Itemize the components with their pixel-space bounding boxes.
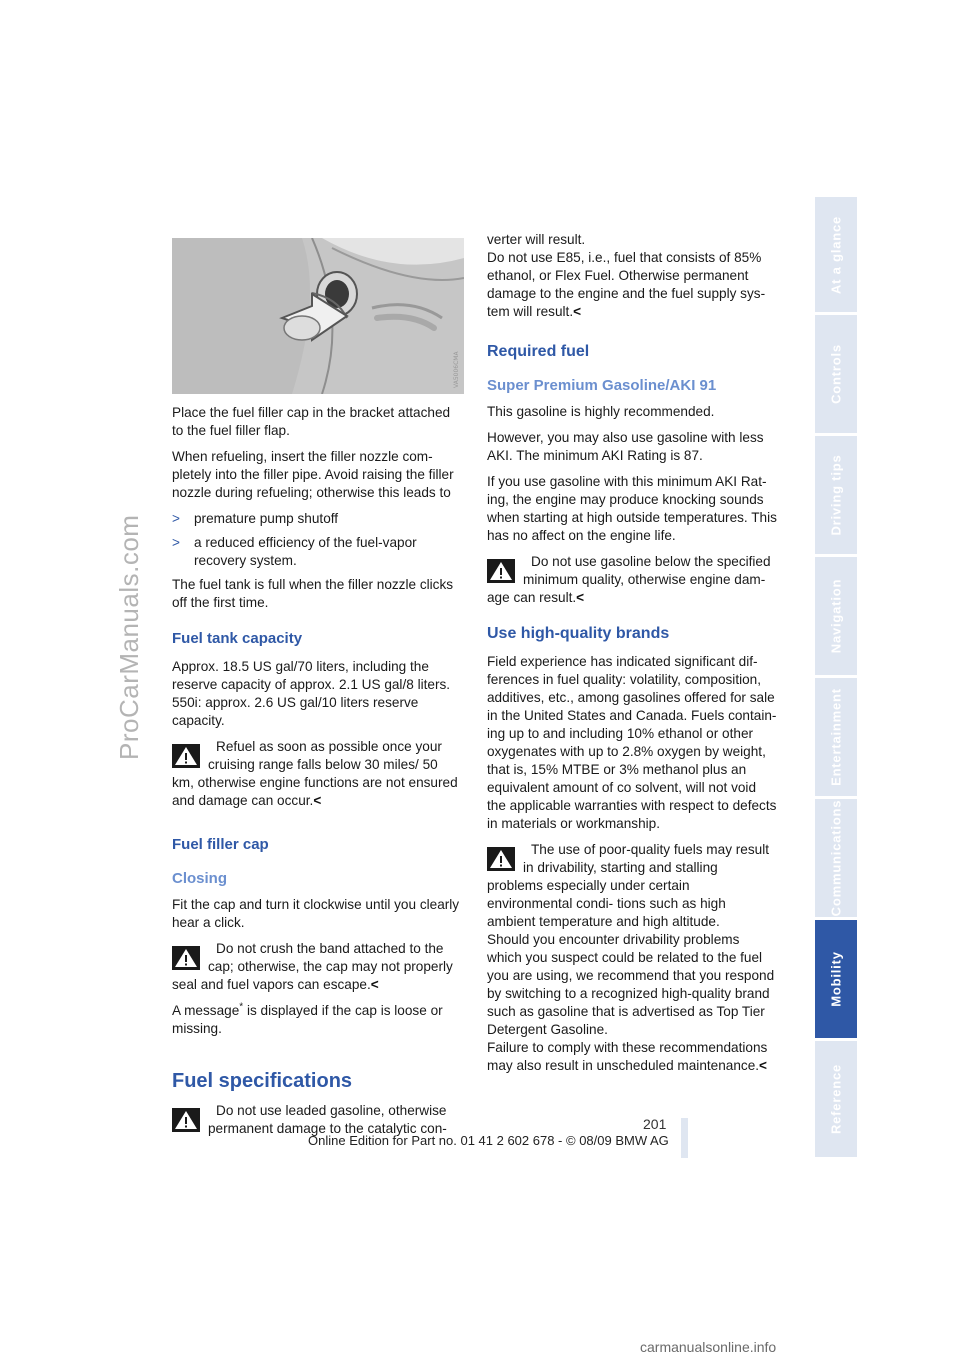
tab-label: Navigation [828,578,844,654]
svg-text:VA5006CMA: VA5006CMA [453,351,460,388]
list-item-text: a reduced efficiency of the fuel-vapor recovery system. [194,535,417,568]
warning-text: The use of poor-quality fuels may result in drivability, starting and stalling problems especially under certain environmental condi- tions such as high ambient temperature and high altitude. [487,842,770,929]
tab-label: At a glance [828,215,844,294]
tab-label: Reference [828,1063,844,1135]
list-item-text: premature pump shutoff [194,511,339,526]
heading-high-quality-brands: Use high-quality brands [487,625,670,642]
watermark: ProCarManuals.com [114,514,144,760]
bullet-mark: > [172,535,180,550]
text: Do not use E85, i.e., fuel that consists of 85% ethanol, or Flex Fuel. Otherwise permanent damage to the engine and the fuel supply sys- tem will result. [487,250,766,319]
paragraph: Place the fuel filler cap in the bracket attached to the fuel filler flap. [172,405,451,438]
left-column [172,404,462,1146]
site-watermark: carmanualsonline.info [640,1339,777,1355]
tab-controls[interactable] [815,315,857,436]
text: Failure to comply with these recommendations may also result in unscheduled maintenance. [487,1040,768,1073]
tab-label: Driving tips [828,454,844,536]
heading-super-premium: Super Premium Gasoline/AKI 91 [487,377,717,394]
tab-at-a-glance[interactable] [815,197,857,315]
warning-triangle-icon [487,847,515,871]
right-column [487,231,777,1083]
warning-note [172,738,462,810]
warning-text: Do not use gasoline below the specified minimum quality, otherwise engine dam- age can result. [487,554,771,605]
heading-required-fuel: Required fuel [487,343,590,360]
paragraph: However, you may also use gasoline with less AKI. The minimum AKI Rating is 87. [487,430,764,463]
tab-entertainment[interactable] [815,678,857,799]
end-mark: < [573,304,582,319]
warning-triangle-icon [172,1108,200,1132]
heading-closing: Closing [172,870,227,887]
page-number-bar [681,1118,688,1158]
section-sidebar [815,197,857,1160]
tab-label: Communications [828,799,844,917]
paragraph [487,1039,777,1075]
paragraph: This gasoline is highly recommended. [487,404,715,419]
tab-label: Mobility [828,951,844,1007]
tab-reference[interactable] [815,1041,857,1160]
end-mark: < [759,1058,767,1073]
warning-text: Refuel as soon as possible once your cruising range falls below 30 miles/ 50 km, otherwise engine functions are not ensured and damage can occur. [172,739,458,808]
paragraph [172,1002,462,1038]
fuel-filler-photo [172,238,464,394]
warning-note [487,841,777,1075]
text: is displayed if the cap is loose or missing. [172,1003,443,1036]
end-mark: < [370,977,379,992]
list-item [172,534,462,570]
warning-text: Do not use leaded gasoline, otherwise permanent damage to the catalytic con- [208,1103,447,1136]
warning-text: Do not crush the band attached to the cap; otherwise, the cap may not properly seal and fuel vapors can escape. [172,941,453,992]
end-mark: < [576,590,585,605]
paragraph [487,249,777,321]
end-mark: < [313,793,322,808]
paragraph: Should you encounter drivability problems which you suspect could be related to the fuel you are using, we recommend that you respond by switching to a recognized high-quality brand such as gasoline that is advertised as Top Tier Detergent Gasoline. [487,932,775,1037]
footer-edition: Online Edition for Part no. 01 41 2 602 678 - © 08/09 BMW AG [308,1133,669,1148]
heading-fuel-tank-capacity: Fuel tank capacity [172,630,303,647]
warning-triangle-icon [487,559,515,583]
paragraph: verter will result. [487,232,586,247]
paragraph: Fit the cap and turn it clockwise until you clearly hear a click. [172,897,460,930]
paragraph: When refueling, insert the filler nozzle com- pletely into the filler pipe. Avoid raising the filler nozzle during refueling; otherwise this leads to [172,449,454,500]
warning-triangle-icon [172,946,200,970]
page-number: 201 [643,1116,667,1132]
tab-communications[interactable] [815,799,857,920]
heading-fuel-filler-cap: Fuel filler cap [172,836,269,853]
paragraph: Approx. 18.5 US gal/70 liters, including the reserve capacity of approx. 2.1 US gal/8 liters. 550i: approx. 2.6 US gal/10 liters reserve capacity. [172,659,451,728]
asterisk: * [239,1001,244,1013]
tab-label: Controls [828,344,844,404]
warning-note [172,940,462,994]
heading-fuel-specifications: Fuel specifications [172,1070,353,1092]
paragraph: The fuel tank is full when the filler nozzle clicks off the first time. [172,577,454,610]
text: A message [172,1003,240,1018]
bullet-mark: > [172,511,180,526]
paragraph: If you use gasoline with this minimum AKI Rat- ing, the engine may produce knocking sounds when starting at high outside temperatures. This has no affect on the engine life. [487,474,777,543]
tab-driving-tips[interactable] [815,436,857,557]
paragraph: Field experience has indicated significant dif- ferences in fuel quality: volatility, composition, additives, etc., among gasolines offered for sale in the United States and Canada. Fuels contain- ing up to and including 10% ethanol or other oxygenates with up to 2.8% oxygen by weight, that is, 15% MTBE or 3% methanol plus an equivalent amount of co solvent, will not void the applicable warranties with respect to defects in materials or workmanship. [487,654,777,831]
tab-navigation[interactable] [815,557,857,678]
tab-label: Entertainment [828,688,844,786]
warning-triangle-icon [172,744,200,768]
warning-note [487,553,777,607]
tab-mobility[interactable] [815,920,857,1041]
list-item [172,510,462,528]
